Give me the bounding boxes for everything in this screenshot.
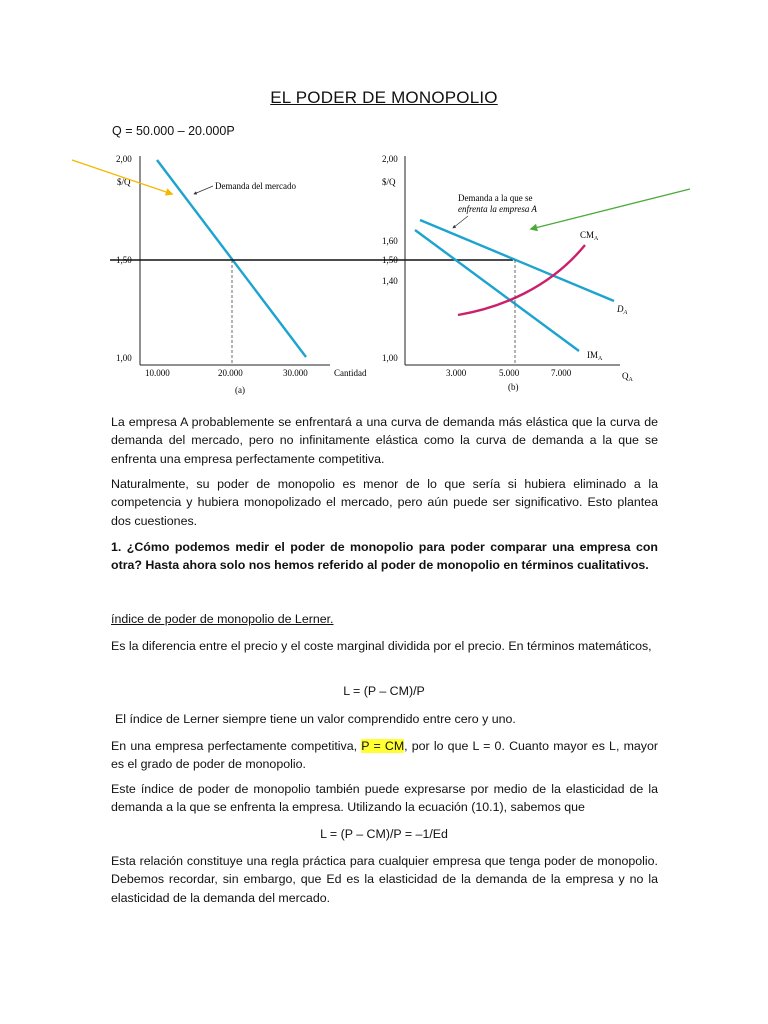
panel-a-x-tick-20000: 20.000 xyxy=(218,368,243,378)
formula-lerner-elasticity: L = (P – CM)/P = –1/Ed xyxy=(320,827,448,841)
panel-b-im-label: $IM_A$ xyxy=(587,350,603,362)
panel-b-annotation-line2: enfrenta la empresa A xyxy=(458,204,537,214)
panel-a-x-tick-30000: 30.000 xyxy=(283,368,308,378)
panel-b-d-label: $D_A$ xyxy=(617,304,628,316)
panel-b-annotation-line1: Demanda a la que se xyxy=(458,193,533,203)
panel-b-x-tick-3000: 3.000 xyxy=(446,368,467,378)
panel-a-x-tick-10000: 10.000 xyxy=(145,368,170,378)
panel-a-ylabel: $/Q xyxy=(117,177,131,187)
monopoly-figure xyxy=(60,148,710,398)
panel-b-cm-label: $CM_A$ xyxy=(580,230,599,242)
demand-equation: Q = 50.000 – 20.000P xyxy=(112,124,235,138)
lerner-heading: índice de poder de monopolio de Lerner. xyxy=(111,612,334,626)
panel-b-x-tick-5000: 5.000 xyxy=(499,368,520,378)
panel-b-x-tick-7000: 7.000 xyxy=(551,368,572,378)
panel-a-y-tick-15: 1,50 xyxy=(116,255,132,265)
formula-lerner: L = (P – CM)/P xyxy=(343,684,425,698)
panel-b xyxy=(382,154,634,392)
panel-b-marginal-revenue xyxy=(415,230,579,351)
paragraph-rule-of-thumb: Esta relación constituye una regla práctica para cualquier empresa que tenga poder de monopolio. Debemos recordar, sin embargo, que Ed es la elasticidad de la demanda de la empresa y no la elasticidad de la demanda del mercado. xyxy=(111,854,658,905)
panel-a-curve-label: Demanda del mercado xyxy=(215,181,296,191)
panel-a-curve-pointer xyxy=(194,186,213,194)
paragraph-lerner-definition: Es la diferencia entre el precio y el coste marginal dividida por el precio. En términos matemáticos, xyxy=(111,639,652,653)
highlight-p-equals-cm: P = CM xyxy=(361,739,405,753)
panel-b-y-tick-14: 1,40 xyxy=(382,276,398,286)
paragraph-elasticity: La empresa A probablemente se enfrentará a una curva de demanda más elástica que la curva de demanda del mercado, pero no infinitamente elástica como la curva de demanda a la que se enfrenta una empresa perfectamente competitiva. xyxy=(111,415,658,466)
panel-a-caption: (a) xyxy=(235,385,245,395)
panel-a-y-tick-2: 2,00 xyxy=(116,154,132,164)
paragraph-question-1: 1. ¿Cómo podemos medir el poder de monopolio para poder comparar una empresa con otra? Hasta ahora solo nos hemos referido al poder de monopolio en términos cualitativos. xyxy=(111,540,658,573)
paragraph-elasticity-formula-intro: Este índice de poder de monopolio también puede expresarse por medio de la elasticidad de la demanda a la que se enfrenta la empresa. Utilizando la ecuación (10.1), sabemos que xyxy=(111,782,658,815)
panel-a xyxy=(116,154,367,395)
paragraph-lerner-range: El índice de Lerner siempre tiene un valor comprendido entre cero y uno. xyxy=(115,712,516,726)
panel-a-xlabel: Cantidad xyxy=(334,368,367,378)
yellow-arrow xyxy=(72,160,172,194)
panel-b-y-tick-15: 1,50 xyxy=(382,255,398,265)
page-title: EL PODER DE MONOPOLIO xyxy=(270,88,498,107)
panel-a-y-tick-1: 1,00 xyxy=(116,353,132,363)
panel-b-y-tick-1: 1,00 xyxy=(382,353,398,363)
green-arrow xyxy=(531,189,690,229)
panel-b-xlabel: $Q_A$ xyxy=(622,371,633,383)
panel-b-ylabel: $/Q xyxy=(382,177,396,187)
paragraph-monopoly-power: Naturalmente, su poder de monopolio es menor de lo que sería si hubiera eliminado a la competencia y hubiera monopolizado el mercado, pero aún puede ser significativo. Esto plantea dos cuestiones. xyxy=(111,477,658,528)
panel-b-caption: (b) xyxy=(508,382,519,392)
paragraph-competitive-case: En una empresa perfectamente competitiva, P = CM, por lo que L = 0. Cuanto mayor es L, mayor es el grado de poder de monopolio. xyxy=(111,739,658,772)
panel-b-annotation-pointer xyxy=(453,216,468,228)
panel-b-y-tick-16: 1,60 xyxy=(382,236,398,246)
panel-b-y-tick-2: 2,00 xyxy=(382,154,398,164)
